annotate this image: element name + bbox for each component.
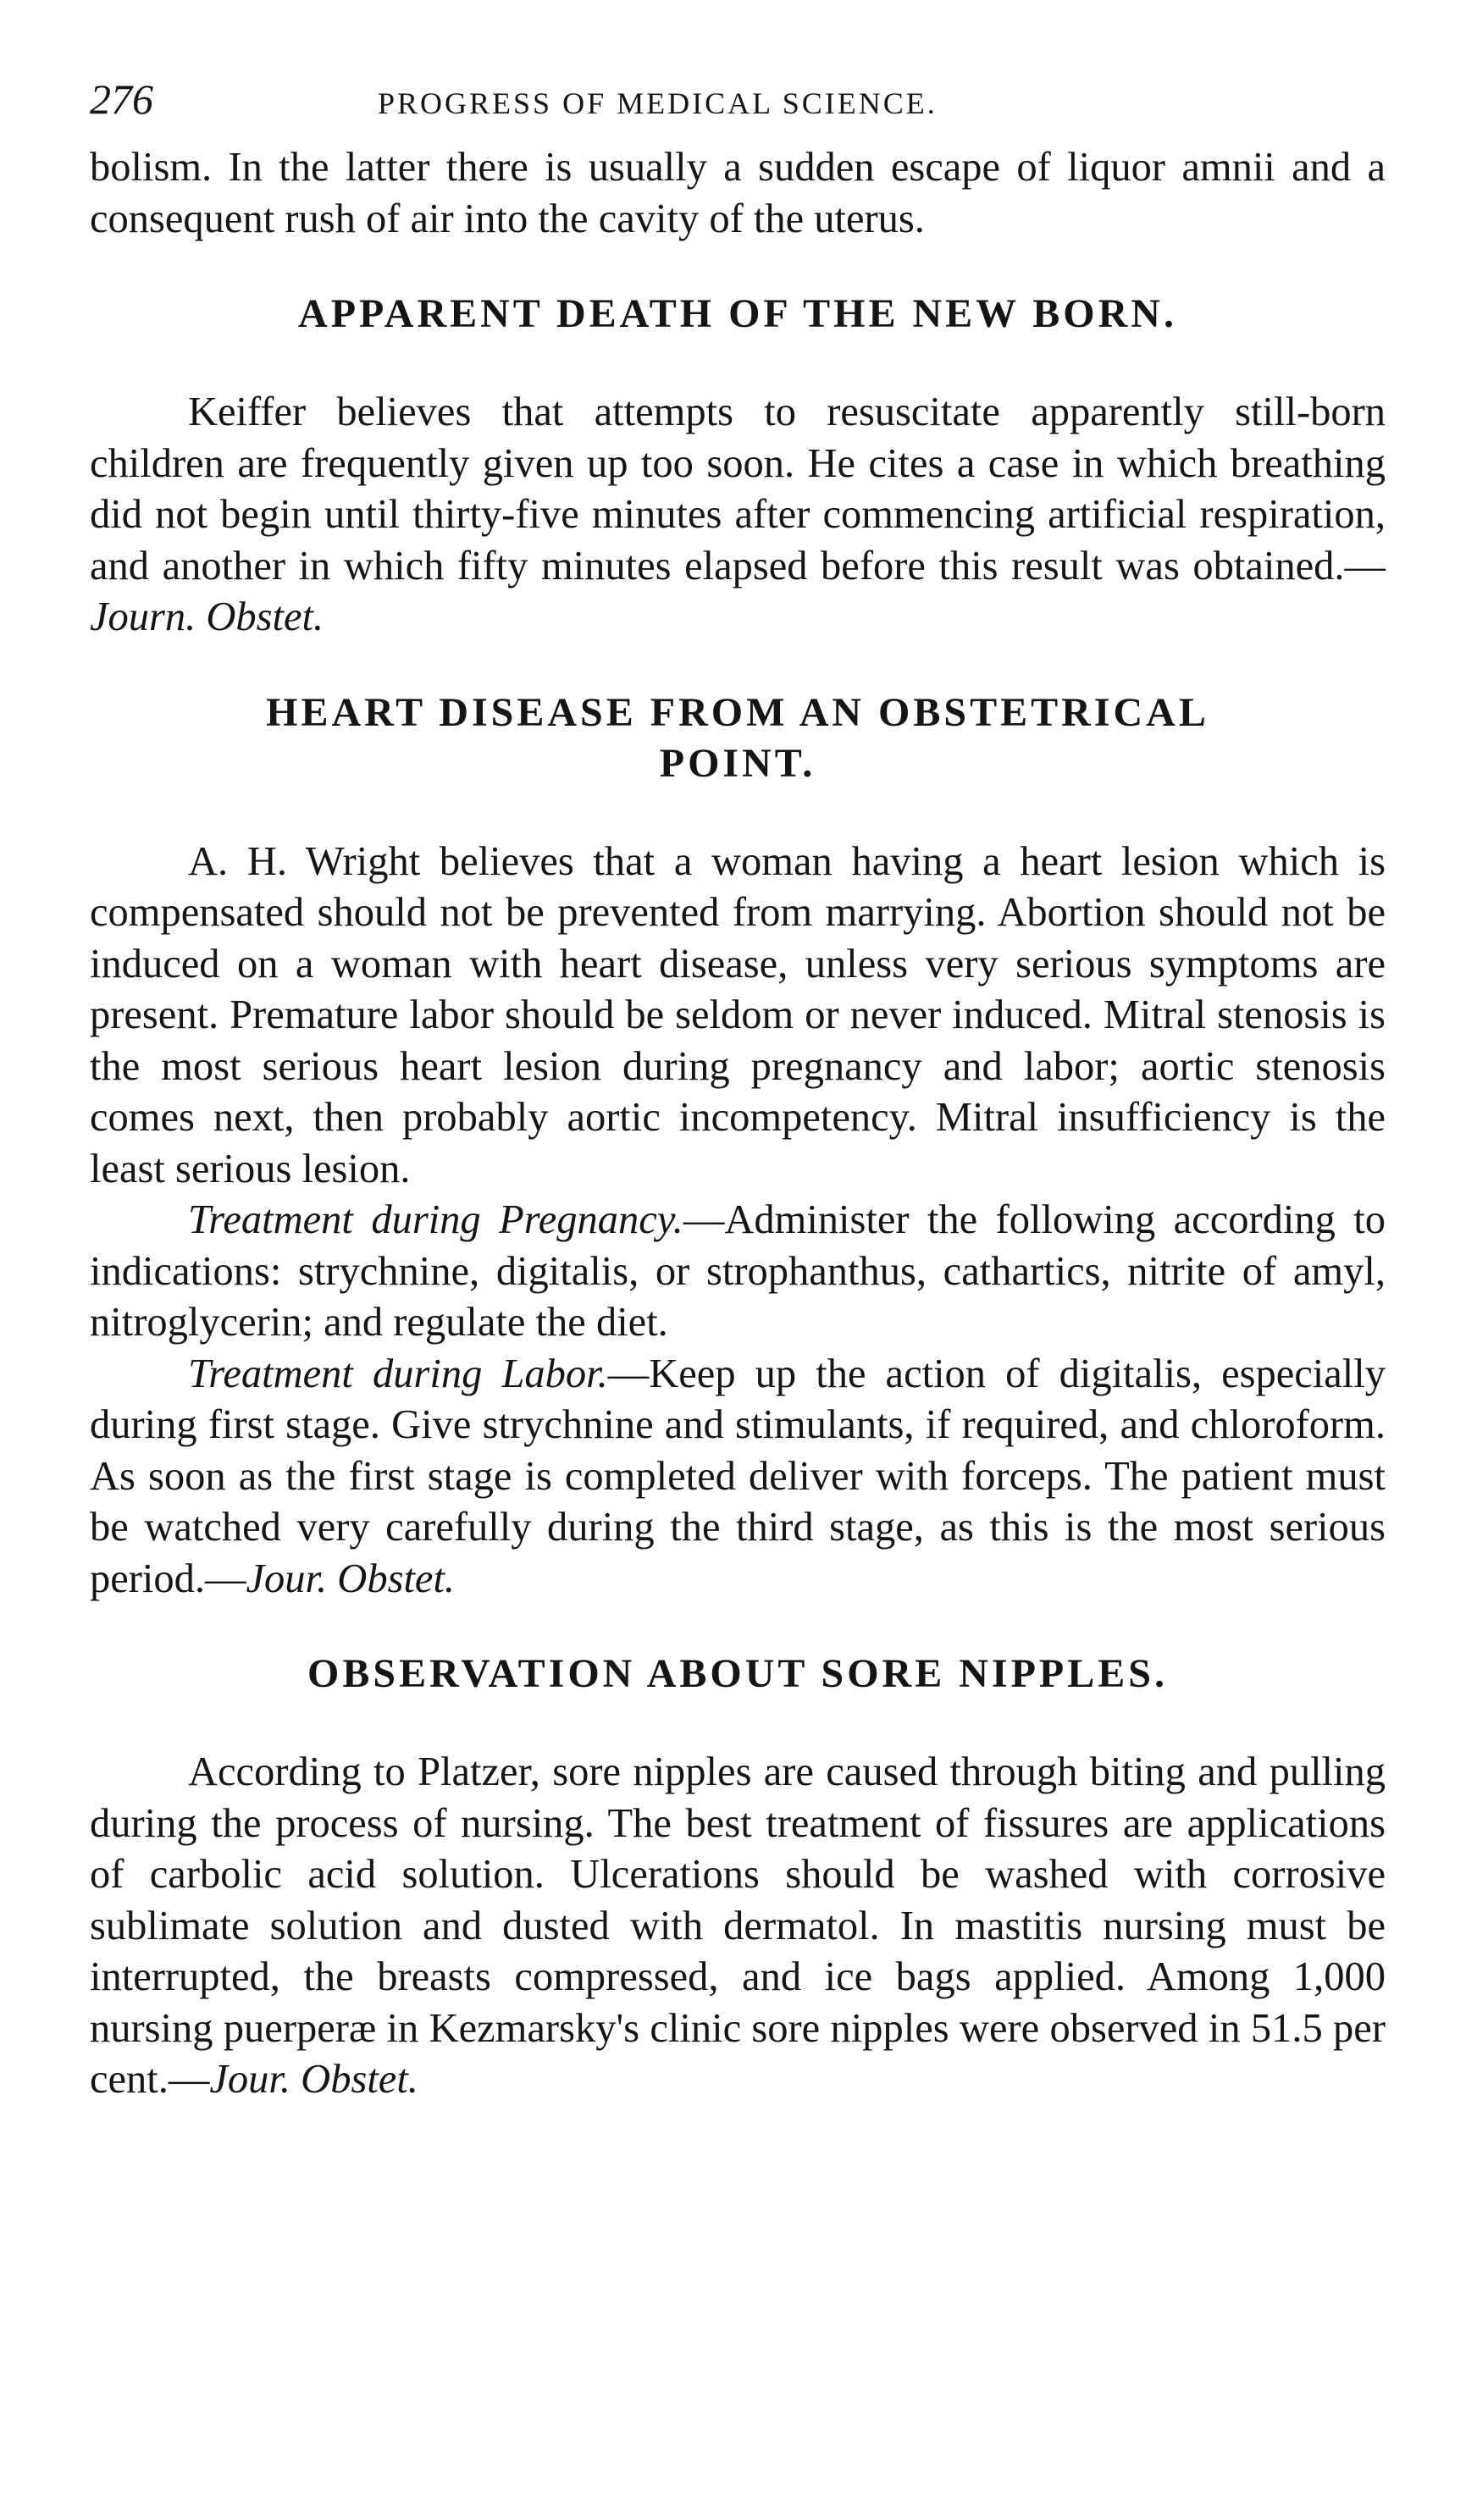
running-head — [90, 75, 1386, 142]
paragraph-lead: Treatment during Pregnancy. — [188, 1197, 683, 1242]
section-heading-apparent-death: APPARENT DEATH OF THE NEW BORN. — [298, 291, 1177, 336]
intro-paragraph: bolism. In the latter there is usually a sudden escape of liquor amnii and a consequent rush of air into the cavity of the uterus. — [90, 145, 1386, 241]
paragraph-text: —Keep up the action of digitalis, especially during first stage. Give strychnine and stimulants, if required, and chloroform. As soon as the first stage is completed deliver with forceps. The patient must be watched very carefully during the third stage, as this is the most serious period.— — [90, 1351, 1386, 1601]
heading-line-2: POINT. — [659, 740, 816, 786]
source-citation: Jour. Obstet. — [246, 1556, 456, 1601]
paragraph-lead: Treatment during Labor. — [188, 1351, 608, 1396]
heading-line-1: HEART DISEASE FROM AN OBSTETRICAL — [266, 689, 1209, 735]
paragraph-text: Keiffer believes that attempts to resuscitate apparently still-born children are frequently given up too soon. He cites a case in which breathing did not begin until thirty-five minutes after commencing artificial respiration, and another in which fifty minutes elapsed before this result was obtained.— — [90, 390, 1386, 589]
paragraph-text: —Administer the following according to indications: strychnine, digitalis, or strophanthus, cathartics, nitrite of amyl, nitroglycerin; and regulate the diet. — [90, 1197, 1386, 1345]
source-citation: Journ. Obstet. — [90, 594, 324, 639]
running-title: PROGRESS OF MEDICAL SCIENCE. — [378, 86, 938, 120]
paragraph-text: According to Platzer, sore nipples are caused through biting and pulling during the process of nursing. The best treatment of fissures are applications of carbolic acid solution. Ulcerations should be washed with corrosive sublimate solution and dusted with dermatol. In mastitis nursing must be interrupted, the breasts compressed, and ice bags applied. Among 1,000 nursing puerperæ in Kezmarsky's clinic sore nipples were observed in 51.5 per cent.— — [90, 1749, 1386, 2102]
paragraph-apparent-death — [90, 387, 1386, 644]
paragraph-treatment-pregnancy — [90, 1195, 1386, 1349]
paragraph-heart-disease: A. H. Wright believes that a woman having a heart lesion which is compensated should not be prevented from marrying. Abortion should not be induced on a woman with heart disease, unless very serious symptoms are present. Premature labor should be seldom or never induced. Mitral stenosis is the most serious heart lesion during pregnancy and labor; aortic stenosis comes next, then probably aortic incompetency. Mitral insufficiency is the least serious lesion. — [90, 838, 1386, 1191]
section-heading-heart-disease — [90, 688, 1386, 789]
paragraph-sore-nipples — [90, 1747, 1386, 2106]
source-citation: Jour. Obstet. — [209, 2057, 418, 2102]
paragraph-treatment-labor — [90, 1349, 1386, 1605]
page-number: 276 — [90, 75, 153, 123]
section-heading-sore-nipples: OBSERVATION ABOUT SORE NIPPLES. — [307, 1651, 1168, 1696]
